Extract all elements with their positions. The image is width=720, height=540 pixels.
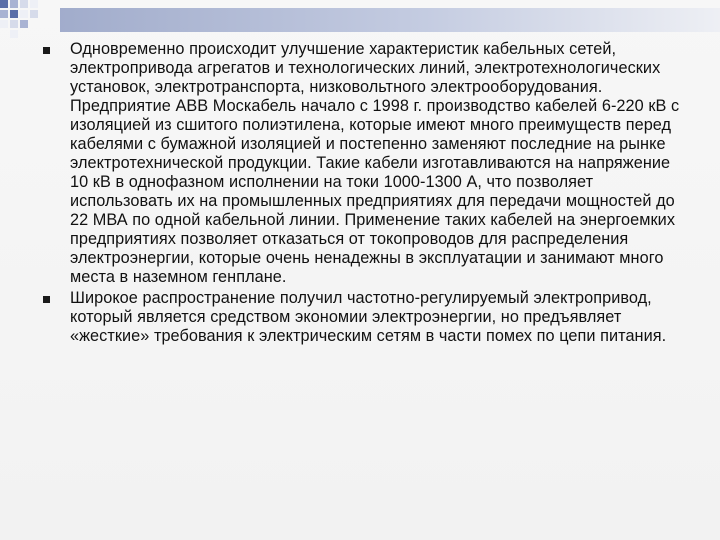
bullet-item (40, 40, 685, 287)
bullet-item (40, 289, 685, 346)
bullet-list (40, 40, 685, 348)
bullet-text: Широкое распространение получил частотно-регулируемый электропривод, который является средством экономии электроэнергии, но предъявляет «жесткие» требования к электрическим сетям в части помех по цепи питания. (70, 289, 667, 345)
header-band (60, 8, 720, 32)
square-bullet-icon (43, 296, 50, 303)
corner-decoration (0, 0, 60, 40)
square-bullet-icon (43, 47, 50, 54)
bullet-text: Одновременно происходит улучшение характеристик кабельных сетей, электропривода агрегатов и технологических линий, электротехнологических установок, электротранспорта, низковольтного электрооборудования. Предприятие АВВ Москабель начало с 1998 г. производство кабелей 6-220 кВ с изоляцией из сшитого полиэтилена, которые имеют много преимуществ перед кабелями с бумажной изоляцией и постепенно заменяют последние на рынке электротехнической продукции. Такие кабели изготавливаются на напряжение 10 кВ в однофазном исполнении на токи 1000-1300 А, что позволяет использовать их на промышленных предприятиях для передачи мощностей до 22 МВА по одной кабельной линии. Применение таких кабелей на энергоемких предприятиях позволяет отказаться от токопроводов для распределения электроэнергии, которые очень ненадежны в эксплуатации и занимают много места в наземном генплане. (70, 40, 680, 286)
